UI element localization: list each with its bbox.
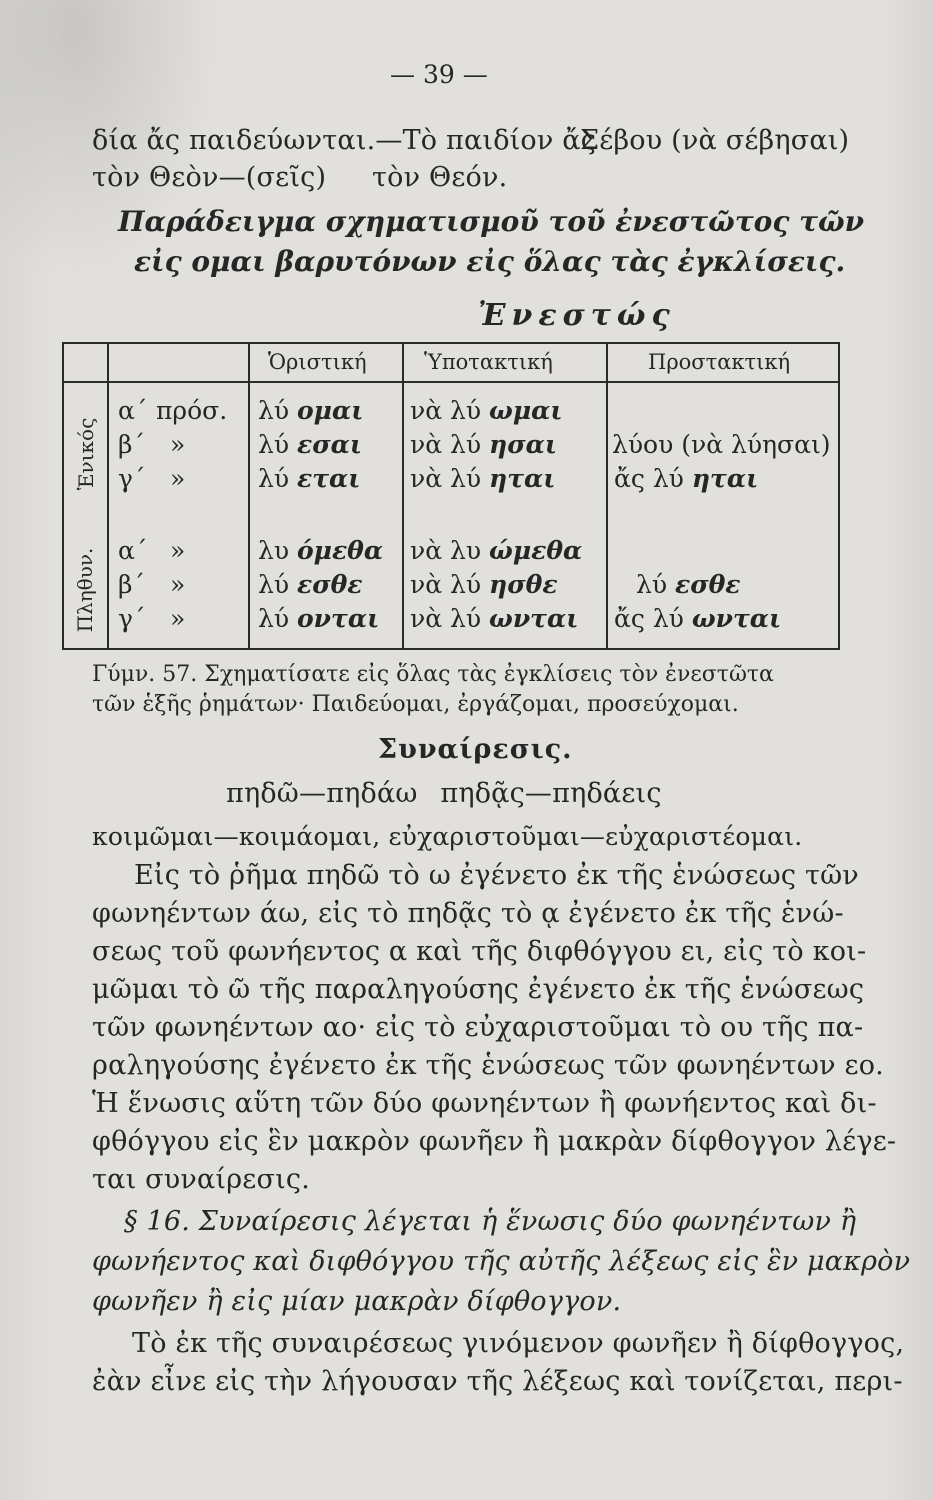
indicative-form: λύ εσαι xyxy=(258,430,362,459)
top-line-1-left: δία ἄς παιδεύωνται.—Τὸ παιδίον ἄς xyxy=(92,125,597,156)
table-col-rule-3 xyxy=(606,342,608,650)
example-line-2: κοιμῶμαι—κοιμάομαι, εὐχαριστοῦμαι—εὐχαριστέομαι. xyxy=(92,822,803,851)
row-mark: πρόσ. xyxy=(156,396,228,425)
indicative-form: λύ ομαι xyxy=(258,396,364,425)
top-line-2-left: τὸν Θεὸν—(σεῖς) xyxy=(92,162,327,193)
subjunctive-form: νὰ λύ ησαι xyxy=(410,430,557,459)
table-bottom-rule xyxy=(62,648,840,650)
group-label-plural: Πληθυν. xyxy=(73,547,97,633)
section-line: φωνήεντος καὶ διφθόγγου τῆς αὐτῆς λέξεως εἰς ἓν μακρὸν xyxy=(92,1246,911,1277)
table-col-rule-2 xyxy=(402,342,404,650)
paragraph-line: φθόγγου εἰς ἓν μακρὸν φωνῆεν ἢ μακρὰν δίφθογγον λέγε- xyxy=(92,1126,897,1157)
table-header-rule xyxy=(62,381,840,383)
table-col-rule-1 xyxy=(248,342,250,650)
top-line-2-mid: τὸν Θεόν. xyxy=(372,162,508,193)
header-prostaktiki: Προστακτική xyxy=(648,350,791,374)
row-person: β΄ xyxy=(118,430,145,459)
table-left-rule xyxy=(62,342,64,650)
synairesis-title: Συναίρεσις. xyxy=(378,734,573,765)
row-mark: » xyxy=(170,570,186,599)
section-line: φωνῆεν ἢ εἰς μίαν μακρὰν δίφθογγον. xyxy=(92,1286,622,1317)
example-line-1: πηδῶ—πηδάω πηδᾷς—πηδάεις xyxy=(226,778,662,809)
paragraph-line: Ἡ ἕνωσις αὕτη τῶν δύο φωνηέντων ἢ φωνήεντος καὶ δι- xyxy=(92,1088,877,1119)
indicative-form: λύ εται xyxy=(258,464,361,493)
paragraph-line: σεως τοῦ φωνήεντος α καὶ τῆς διφθόγγου ει, εἰς τὸ κοι- xyxy=(92,936,867,967)
indicative-form: λύ εσθε xyxy=(258,570,363,599)
tense-title: Ἐνεστώς xyxy=(478,298,676,333)
heading-line-2: εἰς ομαι βαρυτόνων εἰς ὅλας τὰς ἐγκλίσεις. xyxy=(134,245,846,278)
row-mark: » xyxy=(170,430,186,459)
imperative-form: λύ εσθε xyxy=(636,570,741,599)
paragraph-line: μῶμαι τὸ ῶ τῆς παραληγούσης ἐγένετο ἐκ τῆς ἑνώσεως xyxy=(92,974,865,1005)
subjunctive-form: νὰ λύ ησθε xyxy=(410,570,558,599)
heading-line-1: Παράδειγμα σχηματισμοῦ τοῦ ἐνεστῶτος τῶν xyxy=(118,205,865,238)
group-label-singular: Ἑνικός xyxy=(74,417,98,491)
row-person: α΄ xyxy=(118,536,148,565)
paragraph-line: τῶν φωνηέντων αο· εἰς τὸ εὐχαριστοῦμαι τὸ ου τῆς πα- xyxy=(92,1012,864,1043)
row-person: γ΄ xyxy=(118,464,146,493)
row-person: γ΄ xyxy=(118,604,146,633)
paragraph-line: φωνηέντων άω, εἰς τὸ πηδᾷς τὸ ᾳ ἐγένετο ἐκ τῆς ἑνώ- xyxy=(92,898,844,929)
top-line-1-right: Σέβου (νὰ σέβησαι) xyxy=(580,125,850,156)
header-oristiki: Ὁριστική xyxy=(268,350,367,374)
paragraph-line: ραληγούσης ἐγένετο ἐκ τῆς ἑνώσεως τῶν φωνηέντων εο. xyxy=(92,1050,884,1081)
paragraph-line: ται συναίρεσις. xyxy=(92,1164,310,1195)
exercise-line-2: τῶν ἑξῆς ῥημάτων· Παιδεύομαι, ἐργάζομαι, προσεύχομαι. xyxy=(92,692,739,717)
final-line: Τὸ ἐκ τῆς συναιρέσεως γινόμενον φωνῆεν ἢ δίφθογγος, xyxy=(132,1328,905,1359)
imperative-form: λύου (νὰ λύησαι) xyxy=(612,430,831,459)
indicative-form: λύ ονται xyxy=(258,604,380,633)
conjugation-table xyxy=(62,342,840,650)
imperative-form: ἄς λύ ηται xyxy=(614,464,759,493)
header-ypotaktiki: Ὑποτακτική xyxy=(424,350,553,374)
table-right-rule xyxy=(838,342,840,650)
row-mark: » xyxy=(170,464,186,493)
imperative-form: ἄς λύ ωνται xyxy=(614,604,782,633)
row-person: α΄ xyxy=(118,396,148,425)
row-person: β΄ xyxy=(118,570,145,599)
exercise-line-1: Γύμν. 57. Σχηματίσατε εἰς ὅλας τὰς ἐγκλίσεις τὸν ἐνεστῶτα xyxy=(92,662,774,687)
row-mark: » xyxy=(170,604,186,633)
subjunctive-form: νὰ λύ ωνται xyxy=(410,604,579,633)
table-top-rule xyxy=(62,342,840,344)
row-mark: » xyxy=(170,536,186,565)
subjunctive-form: νὰ λύ ηται xyxy=(410,464,556,493)
paragraph-line: Εἰς τὸ ῥῆμα πηδῶ τὸ ω ἐγένετο ἐκ τῆς ἑνώσεως τῶν xyxy=(134,860,859,891)
section-line: § 16. Συναίρεσις λέγεται ἡ ἕνωσις δύο φωνηέντων ἢ xyxy=(124,1206,857,1237)
final-line: ἐὰν εἶνε εἰς τὴν λήγουσαν τῆς λέξεως καὶ τονίζεται, περι- xyxy=(92,1366,903,1397)
subjunctive-form: νὰ λυ ώμεθα xyxy=(410,536,583,565)
subjunctive-form: νὰ λύ ωμαι xyxy=(410,396,563,425)
table-group-rule xyxy=(107,342,109,650)
indicative-form: λυ όμεθα xyxy=(258,536,384,565)
page-number: — 39 — xyxy=(390,60,488,89)
